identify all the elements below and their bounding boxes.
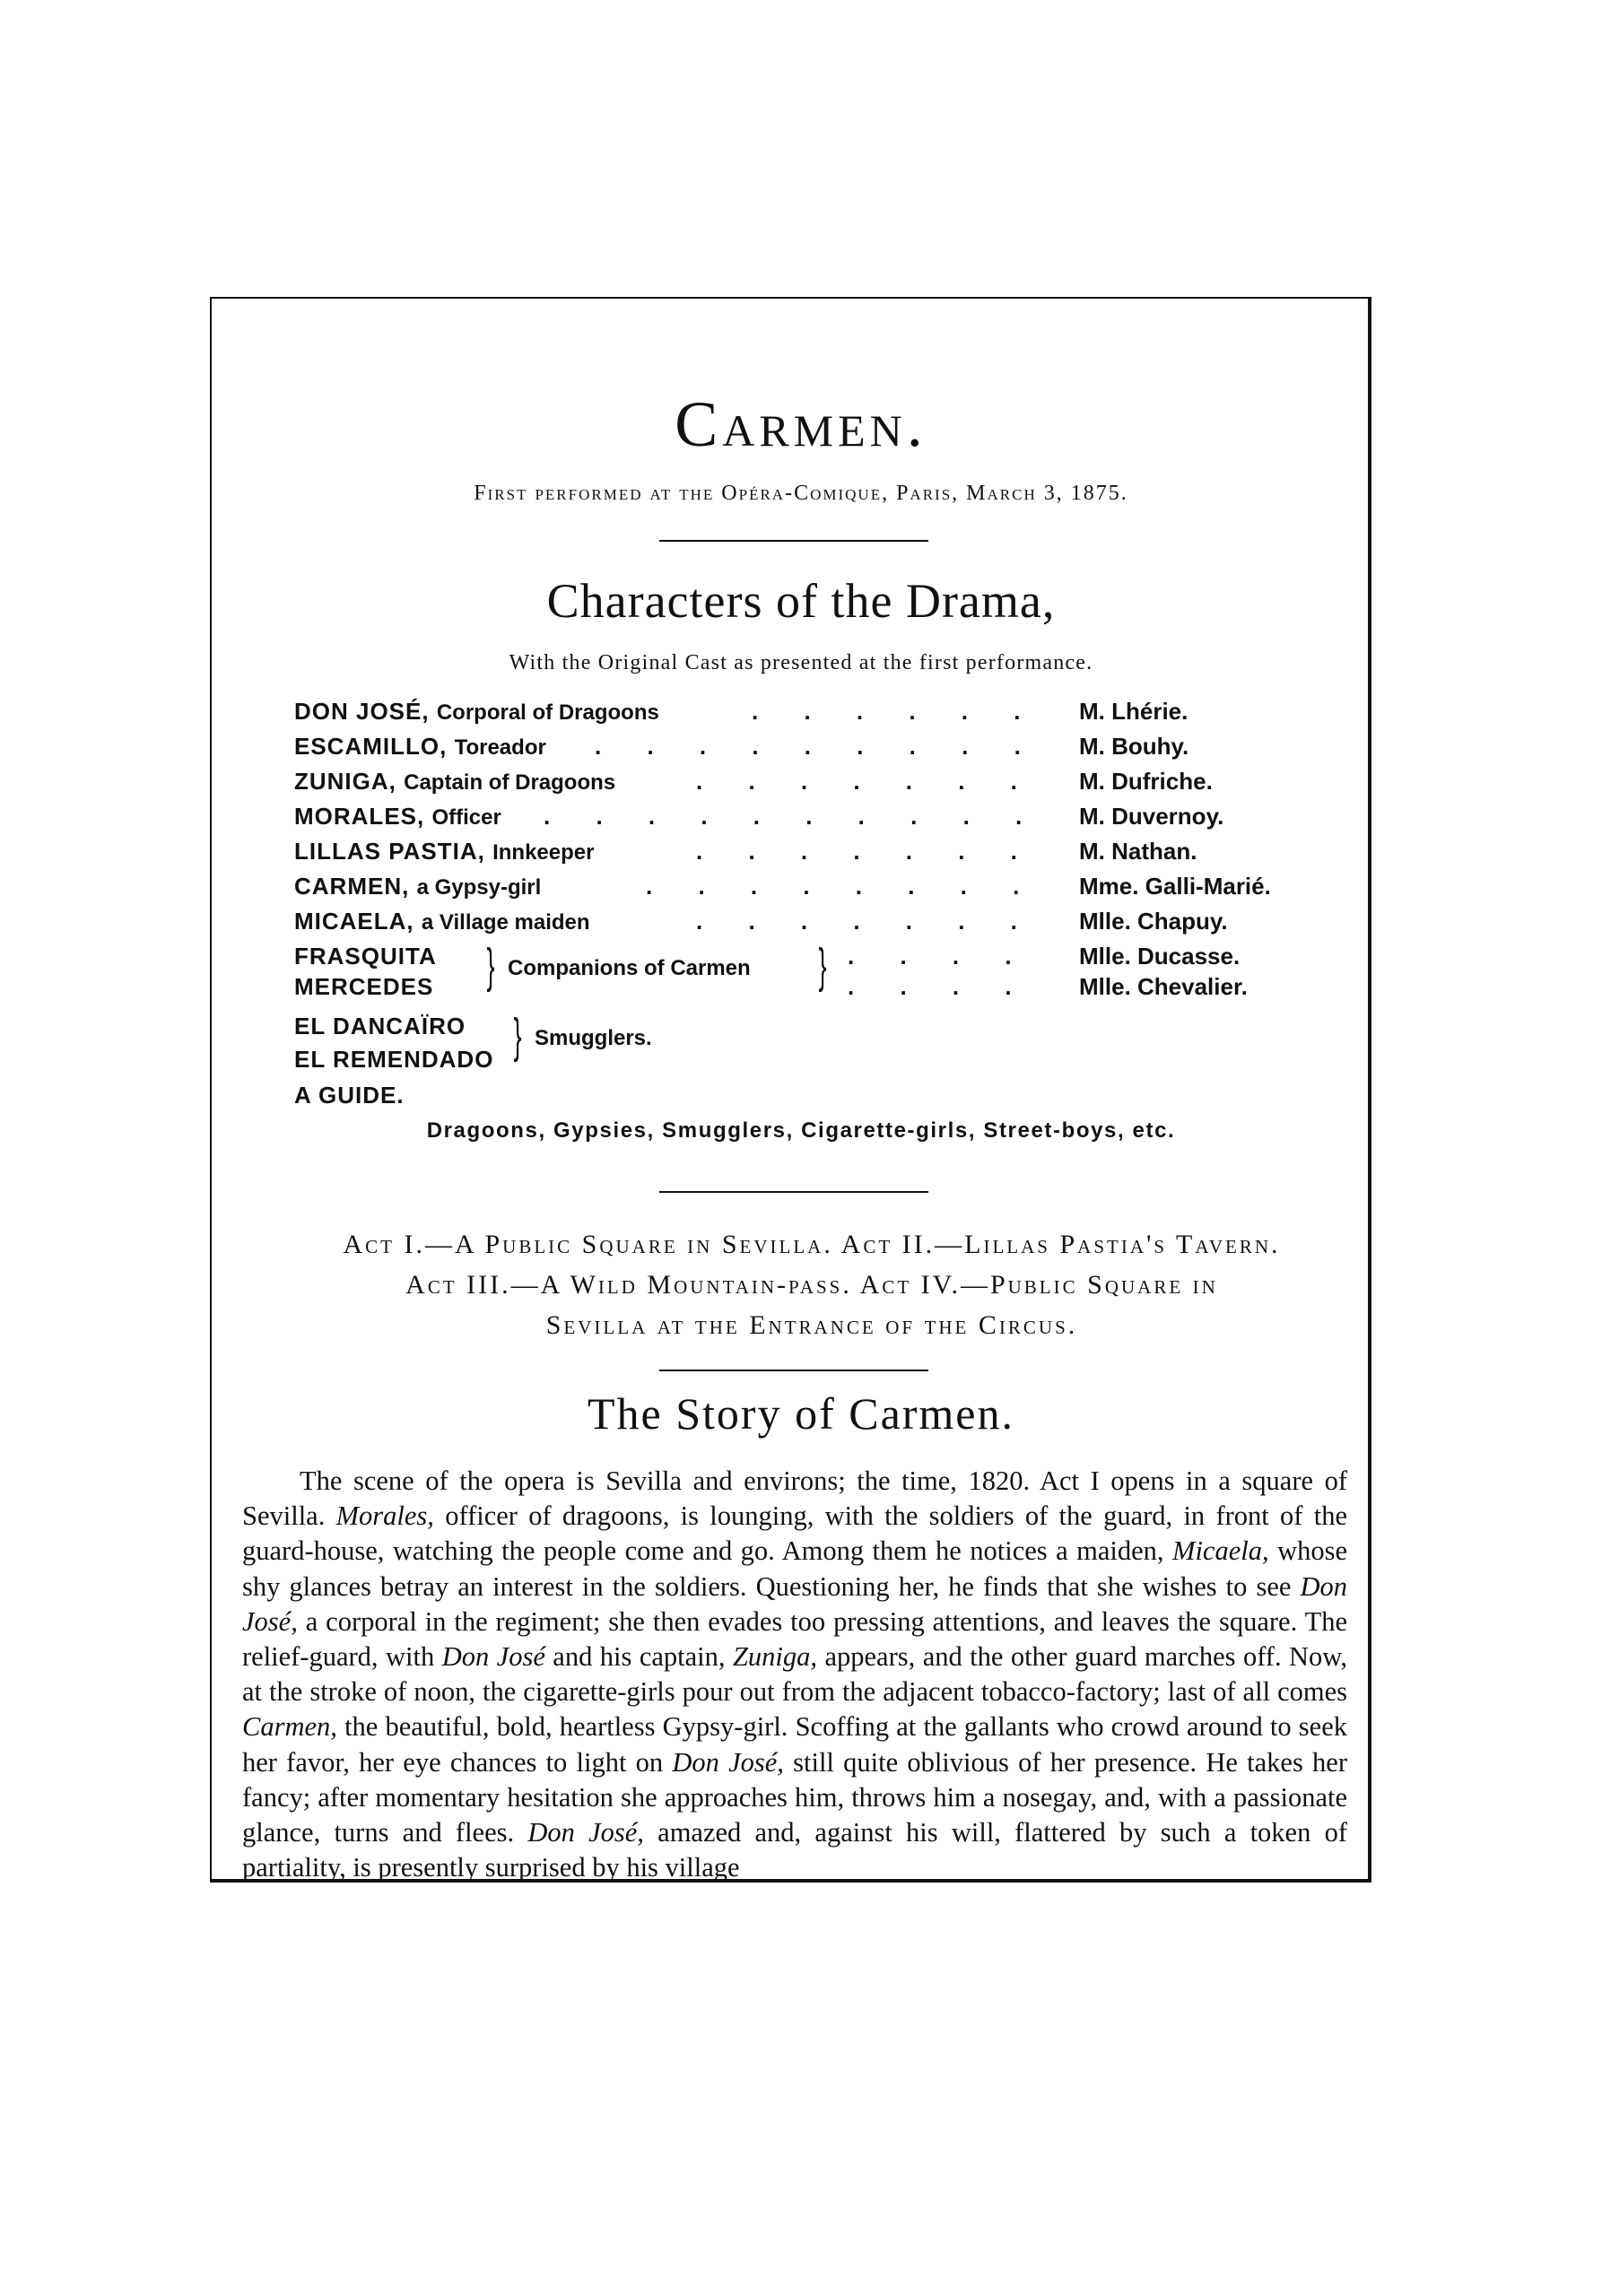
cast-row [294,698,1326,733]
original-cast-note: With the Original Cast as presented at the first performance. [509,651,1093,674]
role-name: LILLAS PASTIA, [294,838,485,865]
actor-name: Mlle. Chapuy. [1079,908,1228,935]
acts-line-3: Sevilla at the Entrance of the Circus. [545,1310,1078,1340]
story-text: The scene of the opera is Sevilla and environs; the time, 1820. Act I opens in a square of Sevilla. [242,1465,1347,1532]
leader-dots: . . . . . . . [696,908,1037,935]
character-name: Don José, [242,1570,1347,1637]
role-name: MORALES, [294,803,425,830]
role-name: CARMEN, [294,873,410,900]
character-name: Don José, [672,1746,784,1778]
cast-row [294,1046,1326,1082]
story-paragraph [242,1464,1347,1885]
story-text: still quite oblivious of her presence. He takes her fancy; after momentary hesitation she approaches him, throws him a nosegay, and, with a passionate glance, turns and flees. [242,1746,1347,1848]
role-description: Toreador [454,735,546,760]
story-text: appears, and the other guard marches off. Now, at the stroke of noon, the cigarette-girls pour out from the adjacent tobacco-factory; last of all comes [242,1641,1347,1708]
role-description: a Village maiden [421,910,590,935]
actor-name: M. Lhérie. [1079,698,1188,725]
story-text: and his captain, [544,1641,733,1673]
character-name: Carmen, [242,1711,337,1743]
leader-dots: . . . . . . . [696,768,1037,795]
role-description: Innkeeper [492,840,595,865]
cast-row [294,873,1326,908]
page-title: Carmen. [675,388,927,460]
leader-dots: . . . . . . . . [646,873,1040,900]
character-name: Morales, [335,1500,434,1532]
acts-line-2: Act III.—A Wild Mountain-pass. Act IV.—Public Square in [405,1270,1218,1300]
leader-dots: . . . . [848,973,1032,1000]
cast-row [294,838,1326,873]
divider [659,540,928,542]
leader-dots: . . . . . . . . . [595,733,1040,760]
leader-dots: . . . . . . . [696,838,1037,865]
leader-dots: . . . . . . [752,698,1040,725]
role-name: A GUIDE. [294,1082,405,1109]
role-name: EL REMENDADO [294,1046,494,1073]
actor-name: Mme. Galli-Marié. [1079,873,1271,900]
brace-right: } [818,939,827,993]
story-heading: The Story of Carmen. [587,1388,1014,1439]
cast-row [294,973,1326,1013]
extras-line: Dragoons, Gypsies, Smugglers, Cigarette-girls, Street-boys, etc. [426,1118,1176,1143]
role-description: a Gypsy-girl [416,875,542,900]
characters-heading: Characters of the Drama, [546,574,1056,628]
role-name: MERCEDES [294,973,434,1000]
cast-row [294,908,1326,943]
cast-row [294,943,1326,973]
actor-name: Mlle. Ducasse. [1079,943,1241,970]
character-name: Micaela, [1172,1535,1269,1567]
story-text: whose shy glances betray an interest in the soldiers. Questioning her, he finds that she wishes to see [242,1535,1347,1602]
role-name: MICAELA, [294,908,414,935]
role-name: EL DANCAÏRO [294,1013,466,1039]
role-name: ZUNIGA, [294,768,396,795]
role-name: FRASQUITA [294,943,437,970]
premiere-note: First performed at the Opéra-Comique, Paris, March 3, 1875. [474,482,1128,505]
cast-row [294,803,1326,838]
cast-row [294,733,1326,768]
cast-row [294,768,1326,803]
character-name: Don José, [527,1817,644,1848]
companions-label: Companions of Carmen [508,956,751,980]
actor-name: M. Bouhy. [1079,733,1189,760]
story-text: amazed and, against his will, flattered by such a token of partiality, is presently surprised by his village [242,1817,1347,1883]
smugglers-label: Smugglers. [535,1026,652,1050]
role-description: Corporal of Dragoons [436,700,659,725]
divider [659,1370,928,1371]
role-description: Captain of Dragoons [404,770,616,795]
story-text: officer of dragoons, is lounging, with the soldiers of the guard, in front of the guard-house, watching the people come and go. Among them he notices a maiden, [242,1500,1347,1567]
character-name: Don José [441,1641,545,1673]
role-name: DON JOSÉ, [294,698,430,725]
brace-smugglers: } [513,1009,522,1063]
divider [659,1191,928,1193]
actor-name: M. Nathan. [1079,838,1197,865]
leader-dots: . . . . [848,943,1032,970]
brace-left: } [486,939,495,993]
acts-line-1: Act I.—A Public Square in Sevilla. Act II.—Lillas Pastia's Tavern. [343,1230,1281,1259]
leader-dots: . . . . . . . . . . [544,803,1042,830]
cast-list [294,698,1326,1117]
cast-row [294,1013,1326,1046]
role-description: Officer [431,805,501,830]
actor-name: M. Dufriche. [1079,768,1213,795]
story-text: the beautiful, bold, heartless Gypsy-girl. Scoffing at the gallants who crowd around to seek her favor, her eye chances to light on [242,1711,1347,1778]
actor-name: Mlle. Chevalier. [1079,973,1248,1000]
story-text: a corporal in the regiment; she then evades too pressing attentions, and leaves the square. The relief-guard, with [242,1605,1347,1673]
actor-name: M. Duvernoy. [1079,803,1224,830]
cast-row [294,1082,1326,1117]
role-name: ESCAMILLO, [294,733,448,760]
character-name: Zuniga, [732,1641,818,1673]
